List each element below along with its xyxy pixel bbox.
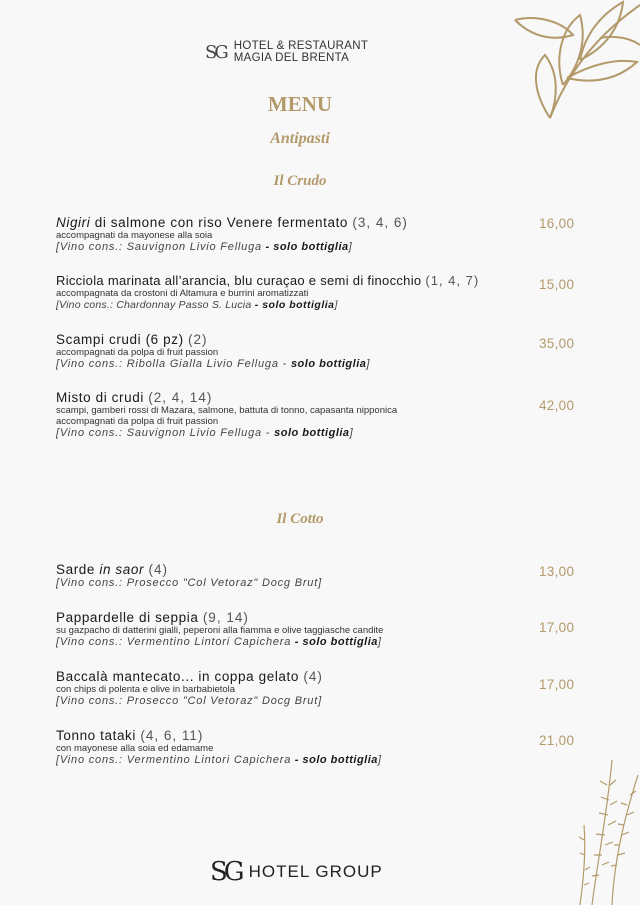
wine-bold: solo bottiglia [274, 427, 350, 439]
item-name [56, 728, 536, 743]
wine-bold: - solo bottiglia [261, 241, 349, 253]
item-allergens: (4) [148, 562, 168, 577]
item-name-text: Tonno tataki [56, 728, 136, 743]
menu-item-sarde [56, 562, 536, 589]
subsection-title-crudo: Il Crudo [273, 173, 327, 189]
item-price: 13,00 [539, 564, 575, 579]
item-name-text: Baccalà mantecato... in coppa gelato [56, 669, 299, 684]
item-name [56, 669, 536, 684]
item-allergens: (9, 14) [202, 610, 249, 625]
item-allergens: (4) [303, 669, 323, 684]
menu-item-baccala [56, 669, 536, 707]
wine-end: ] [377, 754, 382, 766]
wine-end: ] [366, 358, 371, 370]
header-line-2: MAGIA DEL BRENTA [233, 52, 350, 64]
item-name [56, 562, 536, 577]
wine-text: [Vino cons.: Sauvignon Livio Felluga [56, 241, 262, 253]
wine-text: [Vino cons.: Vermentino Lintori Capichera [56, 636, 292, 648]
menu-title: MENU [267, 92, 333, 116]
item-allergens: (4, 6, 11) [140, 728, 204, 743]
footer-logo-text: HOTEL GROUP [248, 862, 383, 881]
item-name-text: Misto di crudi [56, 390, 144, 405]
item-name-italic: Nigiri [56, 215, 91, 230]
item-allergens: (2) [188, 332, 208, 347]
item-price: 21,00 [539, 733, 575, 748]
wine-end: ] [348, 241, 353, 253]
item-price: 42,00 [539, 398, 575, 413]
item-description: accompagnata da crostoni di Altamura e burrini aromatizzati [56, 288, 309, 299]
item-description: accompagnati da mayonese alla soia [56, 230, 213, 241]
item-wine [56, 299, 536, 311]
item-name [56, 273, 536, 288]
item-name [56, 215, 536, 230]
menu-item-tonno [56, 728, 536, 766]
menu-item-ricciola [56, 273, 536, 311]
item-name [56, 390, 536, 405]
item-price: 17,00 [539, 620, 575, 635]
wine-end: ] [349, 427, 354, 439]
wine-bold: - solo bottiglia [291, 636, 378, 648]
item-description: con mayonese alla soia ed edamame [56, 743, 214, 754]
item-wine [56, 577, 536, 589]
footer-logo [210, 857, 383, 887]
item-name-text: Ricciola marinata all’arancia, blu curaçao e semi di finocchio [56, 273, 422, 288]
item-price: 16,00 [539, 216, 575, 231]
wine-text: [Vino cons.: Prosecco "Col Vetoraz" Docg Brut] [56, 695, 322, 707]
item-name [56, 332, 536, 347]
sg-logo-mark: SG [210, 857, 241, 887]
wine-end: ] [334, 299, 338, 311]
item-wine [56, 636, 536, 648]
item-wine [56, 241, 536, 253]
floral-sprig-icon [572, 755, 640, 905]
menu-item-scampi [56, 332, 536, 370]
item-description: accompagnati da polpa di fruit passion [56, 347, 219, 358]
item-wine [56, 358, 536, 370]
header-logo [205, 40, 368, 64]
item-wine [56, 695, 536, 707]
item-allergens: (3, 4, 6) [352, 215, 408, 230]
item-name-text: di salmone con riso Venere fermentato [90, 215, 349, 230]
wine-text: [Vino cons.: Vermentino Lintori Capichera [56, 754, 292, 766]
menu-item-misto-crudi [56, 390, 536, 439]
wine-bold: - solo bottiglia [251, 299, 335, 311]
item-description: con chips di polenta e olive in barbabietola [56, 684, 236, 695]
wine-text: [Vino cons.: Sauvignon Livio Felluga - [56, 427, 275, 439]
item-price: 35,00 [539, 336, 575, 351]
subsection-title-cotto: Il Cotto [276, 511, 324, 527]
item-name-italic: in saor [99, 562, 145, 577]
header-line-1: HOTEL & RESTAURANT [233, 40, 369, 52]
item-wine [56, 427, 536, 439]
item-price: 15,00 [539, 277, 575, 292]
wine-bold: solo bottiglia [290, 358, 367, 370]
item-price: 17,00 [539, 677, 575, 692]
item-description: su gazpacho di datterini gialli, peperoni alla fiamma e olive taggiasche candite [56, 625, 384, 636]
menu-item-nigiri [56, 215, 536, 253]
header-logo-text [234, 40, 368, 64]
item-allergens: (1, 4, 7) [425, 273, 480, 288]
sg-logo-mark: SG [205, 41, 226, 63]
menu-item-pappardelle [56, 610, 536, 648]
item-wine [56, 754, 536, 766]
item-allergens: (2, 4, 14) [148, 390, 213, 405]
wine-text: [Vino cons.: Prosecco "Col Vetoraz" Docg Brut] [56, 577, 322, 589]
wine-text: [Vino cons.: Ribolla Gialla Livio Felluga - [56, 358, 291, 370]
section-title-antipasti: Antipasti [270, 130, 330, 147]
item-name [56, 610, 536, 625]
item-description: scampi, gamberi rossi di Mazara, salmone, battuta di tonno, capasanta nipponica [56, 405, 398, 416]
item-name-text: Sarde [56, 562, 100, 577]
item-name-text: Pappardelle di seppia [56, 610, 199, 625]
item-description: accompagnati da polpa di fruit passion [56, 416, 219, 427]
wine-text: [Vino cons.: Chardonnay Passo S. Lucia [56, 299, 252, 311]
item-name-text: Scampi crudi (6 pz) [56, 332, 184, 347]
wine-bold: - solo bottiglia [291, 754, 378, 766]
wine-end: ] [377, 636, 382, 648]
